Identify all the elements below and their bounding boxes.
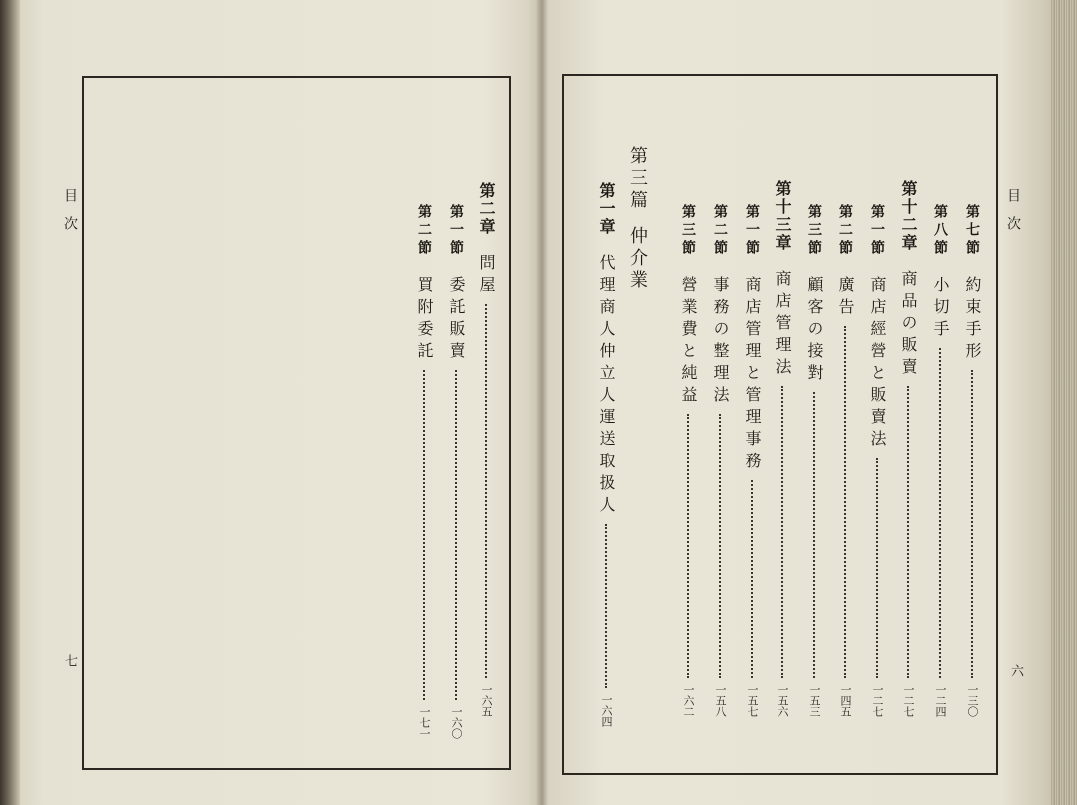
toc-entry-label: 第八節 bbox=[932, 204, 948, 258]
toc-entry-label: 第二節 bbox=[712, 204, 728, 258]
toc-entry-page: 一六〇 bbox=[450, 706, 463, 739]
toc-entry-page: 一二七 bbox=[902, 684, 915, 717]
toc-entry-label: 第二節 bbox=[837, 204, 853, 258]
toc-entry-label: 第一節 bbox=[448, 204, 464, 258]
toc-entry-title: 廣告 bbox=[836, 276, 855, 320]
right-running-head: 目次 bbox=[1005, 188, 1021, 244]
toc-leader-dots bbox=[876, 458, 878, 678]
toc-entry[interactable] bbox=[928, 204, 952, 717]
toc-entry-title: 商店管理と管理事務 bbox=[743, 276, 762, 474]
toc-entry-label: 第十二章 bbox=[899, 180, 918, 252]
toc-entry-page: 一五七 bbox=[746, 684, 759, 717]
toc-entry-title: 小切手 bbox=[931, 276, 950, 342]
toc-entry-page: 一五六 bbox=[776, 684, 789, 717]
toc-entry-label: 第二章 bbox=[477, 182, 496, 236]
toc-leader-dots bbox=[939, 348, 941, 678]
toc-leader-dots bbox=[844, 326, 846, 678]
toc-entry[interactable] bbox=[412, 204, 436, 739]
toc-entry-page: 一四五 bbox=[839, 684, 852, 717]
toc-leader-dots bbox=[455, 370, 457, 700]
left-running-head: 目次 bbox=[62, 188, 78, 244]
toc-leader-dots bbox=[485, 304, 487, 678]
toc-entry-label: 第一章 bbox=[597, 182, 616, 236]
toc-leader-dots bbox=[813, 392, 815, 678]
toc-entry-title: 營業費と純益 bbox=[679, 276, 698, 408]
left-page-number: 七 bbox=[62, 654, 77, 669]
toc-entry-title: 問屋 bbox=[477, 254, 496, 298]
toc-entry[interactable] bbox=[865, 204, 889, 717]
toc-entry-title: 商店經營と販賣法 bbox=[868, 276, 887, 452]
toc-entry-page: 一五三 bbox=[808, 684, 821, 717]
toc-entry-label: 第十三章 bbox=[773, 180, 792, 252]
toc-entry[interactable] bbox=[770, 180, 794, 717]
toc-leader-dots bbox=[907, 386, 909, 678]
book-gutter bbox=[536, 0, 548, 805]
book-spine-edge bbox=[0, 0, 20, 805]
toc-entry-title: 約束手形 bbox=[963, 276, 982, 364]
part-label: 第三篇 bbox=[627, 146, 648, 212]
toc-entry-page: 一二七 bbox=[871, 684, 884, 717]
toc-leader-dots bbox=[605, 524, 607, 688]
toc-entry[interactable] bbox=[594, 182, 618, 727]
toc-entry-title: 委託販賣 bbox=[447, 276, 466, 364]
toc-entry-label: 第七節 bbox=[964, 204, 980, 258]
toc-leader-dots bbox=[971, 370, 973, 678]
toc-entry[interactable] bbox=[708, 204, 732, 717]
toc-entry[interactable] bbox=[676, 204, 700, 717]
toc-entry-page: 一五八 bbox=[714, 684, 727, 717]
toc-entry[interactable] bbox=[896, 180, 920, 717]
toc-entry-page: 一六四 bbox=[600, 694, 613, 727]
toc-entry[interactable] bbox=[474, 182, 498, 717]
toc-entry-title: 代理商人仲立人運送取扱人 bbox=[597, 254, 616, 518]
part-heading[interactable] bbox=[624, 146, 650, 292]
toc-entry[interactable] bbox=[444, 204, 468, 739]
toc-leader-dots bbox=[687, 414, 689, 678]
part-title: 仲介業 bbox=[627, 226, 648, 292]
toc-entry[interactable] bbox=[960, 204, 984, 717]
toc-entry-title: 商品の販賣 bbox=[899, 270, 918, 380]
toc-entry-page: 一二四 bbox=[934, 684, 947, 717]
toc-leader-dots bbox=[719, 414, 721, 678]
toc-leader-dots bbox=[781, 386, 783, 678]
toc-entry-title: 買附委託 bbox=[415, 276, 434, 364]
toc-entry-page: 一三〇 bbox=[966, 684, 979, 717]
toc-entry-label: 第三節 bbox=[680, 204, 696, 258]
toc-entry-label: 第三節 bbox=[806, 204, 822, 258]
toc-entry-title: 事務の整理法 bbox=[711, 276, 730, 408]
toc-leader-dots bbox=[423, 370, 425, 700]
toc-entry[interactable] bbox=[833, 204, 857, 717]
toc-entry-title: 商店管理法 bbox=[773, 270, 792, 380]
page-stack-edge bbox=[1051, 0, 1077, 805]
toc-entry-label: 第二節 bbox=[416, 204, 432, 258]
toc-entry-page: 一六五 bbox=[480, 684, 493, 717]
toc-entry-page: 一六二 bbox=[682, 684, 695, 717]
right-page-number: 六 bbox=[1008, 664, 1023, 679]
toc-entry-page: 一七一 bbox=[418, 706, 431, 739]
toc-entry[interactable] bbox=[740, 204, 764, 717]
toc-entry-label: 第一節 bbox=[869, 204, 885, 258]
toc-leader-dots bbox=[751, 480, 753, 678]
toc-entry[interactable] bbox=[802, 204, 826, 717]
toc-entry-label: 第一節 bbox=[744, 204, 760, 258]
toc-entry-title: 顧客の接對 bbox=[805, 276, 824, 386]
